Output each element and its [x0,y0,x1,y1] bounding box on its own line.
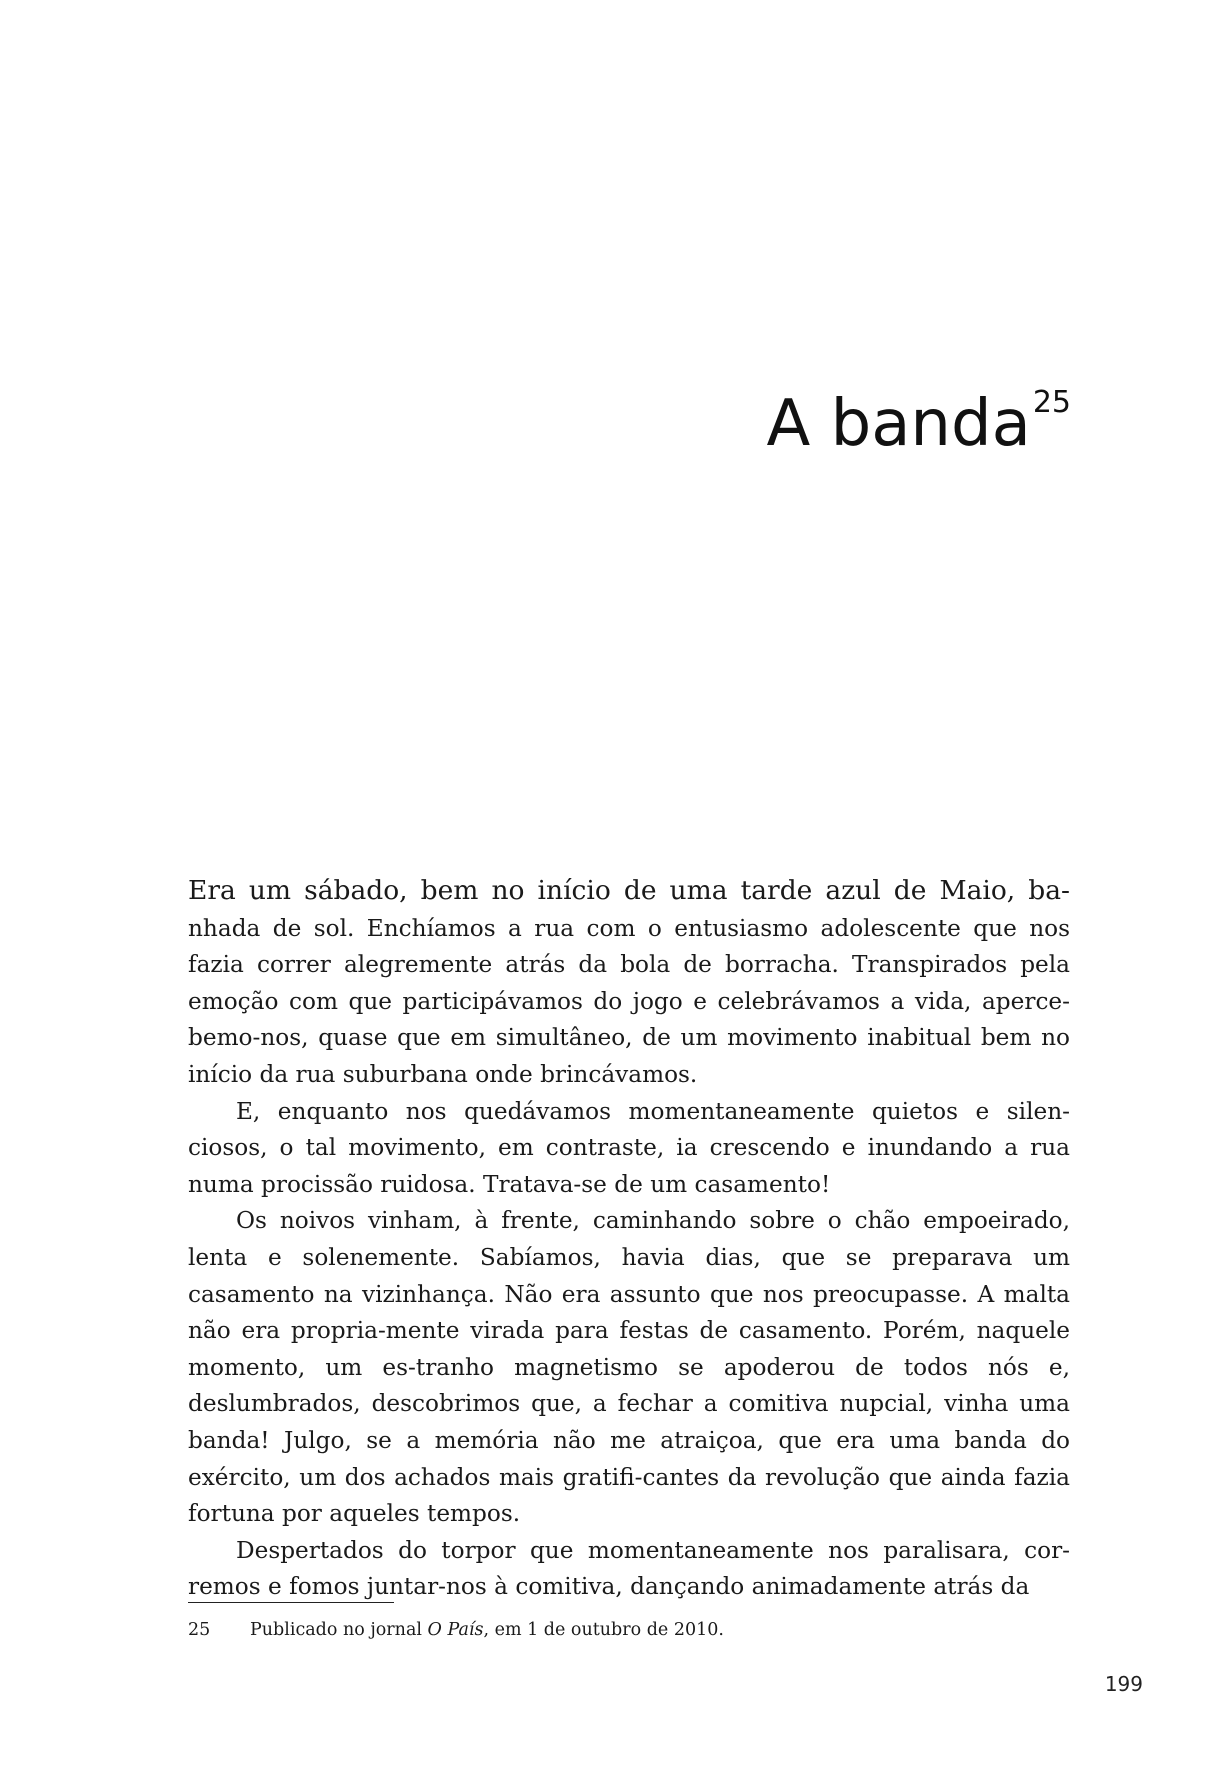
body-text [188,873,1070,1606]
chapter-title-text: A banda [766,387,1031,461]
paragraph-4: Despertados do torpor que momentaneamente nos paralisara, cor-remos e fomos juntar-nos à comitiva, dançando animadamente atrás da [188,1536,1070,1601]
paragraph-2: E, enquanto nos quedávamos momentaneamente quietos e silen-ciosos, o tal movimento, em contraste, ia crescendo e inundando a rua numa procissão ruidosa. Tratava-se de um casamento! [188,1097,1070,1198]
footnote-number: 25 [188,1620,211,1640]
page-number: 199 [1104,1672,1143,1696]
footnote-text-after: , em 1 de outubro de 2010. [483,1620,724,1640]
footnote-newspaper-name: O País [427,1620,484,1640]
title-footnote-marker: 25 [1032,385,1071,420]
footnote [188,1618,1070,1642]
paragraph-1-rest: nhada de sol. Enchíamos a rua com o entusiasmo adolescente que nos fazia correr alegremente atrás da bola de borracha. Transpirados pela emoção com que participávamos do jogo e celebrávamos a vida, aperce-bemo-nos, quase que em simultâneo, de um movimento inabitual bem no início da rua suburbana onde brincávamos. [188,914,1070,1088]
paragraph-3: Os noivos vinham, à frente, caminhando sobre o chão empoeirado, lenta e solenemente. Sabíamos, havia dias, que se preparava um casamento na vizinhança. Não era assunto que nos preocupasse. A malta não era propria-mente virada para festas de casamento. Porém, naquele momento, um es-tranho magnetismo se apoderou de todos nós e, deslumbrados, descobrimos que, a fechar a comitiva nupcial, vinha uma banda! Julgo, se a memória não me atraiçoa, que era uma banda do exército, um dos achados mais gratifi-cantes da revolução que ainda fazia fortuna por aqueles tempos. [188,1207,1070,1528]
footnote-divider [188,1602,394,1603]
footnote-text-before: Publicado no jornal [250,1620,428,1640]
paragraph-1-lead: Era um sábado, bem no início de uma tarde azul de Maio, ba- [188,875,1070,906]
chapter-title [766,385,1071,461]
paragraph-1 [188,873,1070,1094]
